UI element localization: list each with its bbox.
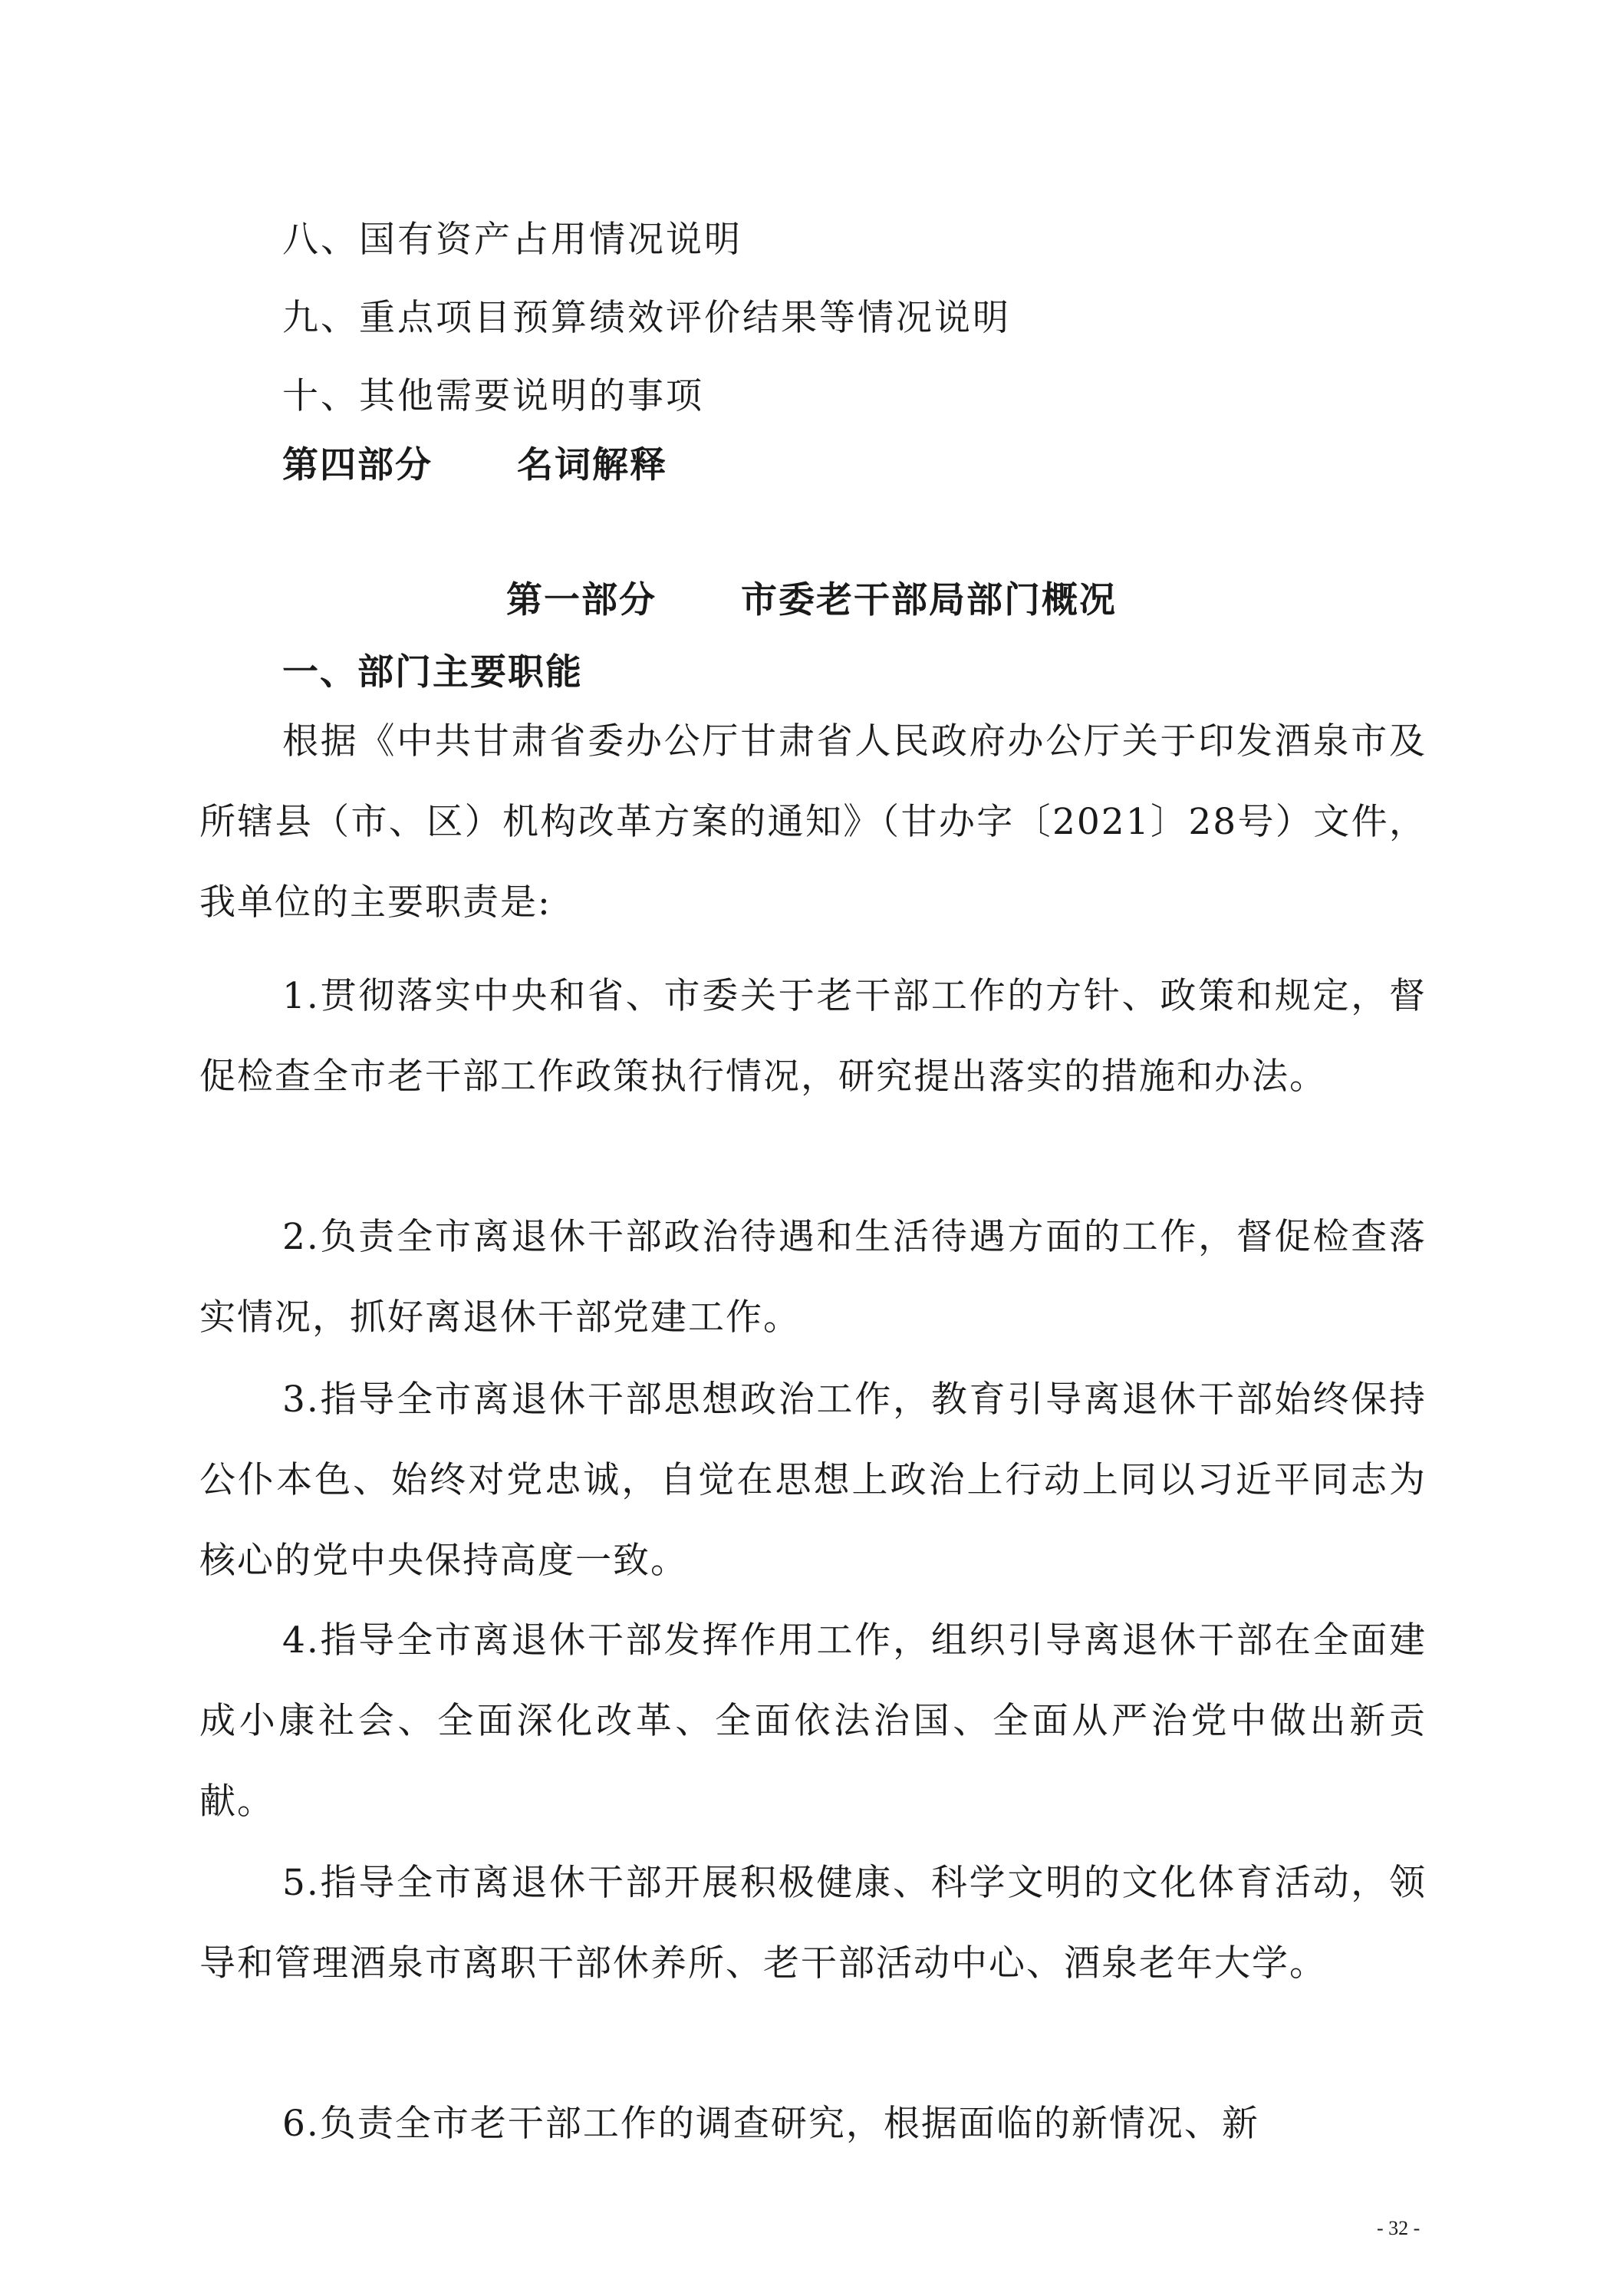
duty-text-1: 1.贯彻落实中央和省、市委关于老干部工作的方针、政策和规定，督促检查全市老干部工作政策执行情况，研究提出落实的措施和办法。: [199, 975, 1427, 1098]
section1-intro-text: 根据《中共甘肃省委办公厅甘肃省人民政府办公厅关于印发酒泉市及所辖县（市、区）机构改革方案的通知》（甘办字〔2021〕28号）文件，我单位的主要职责是:: [199, 720, 1427, 924]
toc-item-9: 九、重点项目预算绩效评价结果等情况说明: [282, 297, 1011, 339]
toc-item-10: 十、其他需要说明的事项: [282, 375, 704, 417]
toc-part4-heading: [282, 443, 667, 489]
duty-text-6: 6.负责全市老干部工作的调查研究，根据面临的新情况、新: [282, 2103, 1259, 2145]
duty-paragraph-3: [199, 1359, 1427, 1601]
toc-part4-title: 名词解释: [517, 444, 667, 486]
duty-paragraph-5: [199, 1843, 1427, 2004]
duty-text-3: 3.指导全市离退休干部思想政治工作，教育引导离退休干部始终保持公仆本色、始终对党忠诚，自觉在思想上政治上行动上同以习近平同志为核心的党中央保持高度一致。: [199, 1379, 1427, 1582]
duty-text-4: 4.指导全市离退休干部发挥作用工作，组织引导离退休干部在全面建成小康社会、全面深化改革、全面依法治国、全面从严治党中做出新贡献。: [199, 1619, 1427, 1823]
duty-paragraph-6: [199, 2084, 1427, 2164]
duty-paragraph-1: [199, 956, 1427, 1117]
duty-paragraph-2: [199, 1197, 1427, 1358]
part1-heading: [506, 578, 1117, 624]
section1-intro: [199, 701, 1427, 943]
duty-text-2: 2.负责全市离退休干部政治待遇和生活待遇方面的工作，督促检查落实情况，抓好离退休干部党建工作。: [199, 1216, 1427, 1339]
part1-title: 市委老干部局部门概况: [741, 579, 1117, 621]
toc-item-8: 八、国有资产占用情况说明: [282, 219, 742, 261]
part1-label: 第一部分: [506, 579, 657, 621]
duty-paragraph-4: [199, 1600, 1427, 1842]
toc-part4-label: 第四部分: [282, 444, 433, 486]
duty-text-5: 5.指导全市离退休干部开展积极健康、科学文明的文化体育活动，领导和管理酒泉市离职干部休养所、老干部活动中心、酒泉老年大学。: [199, 1862, 1427, 1985]
section1-heading: 一、部门主要职能: [282, 651, 583, 693]
page-number: - 32 -: [1377, 2217, 1421, 2239]
